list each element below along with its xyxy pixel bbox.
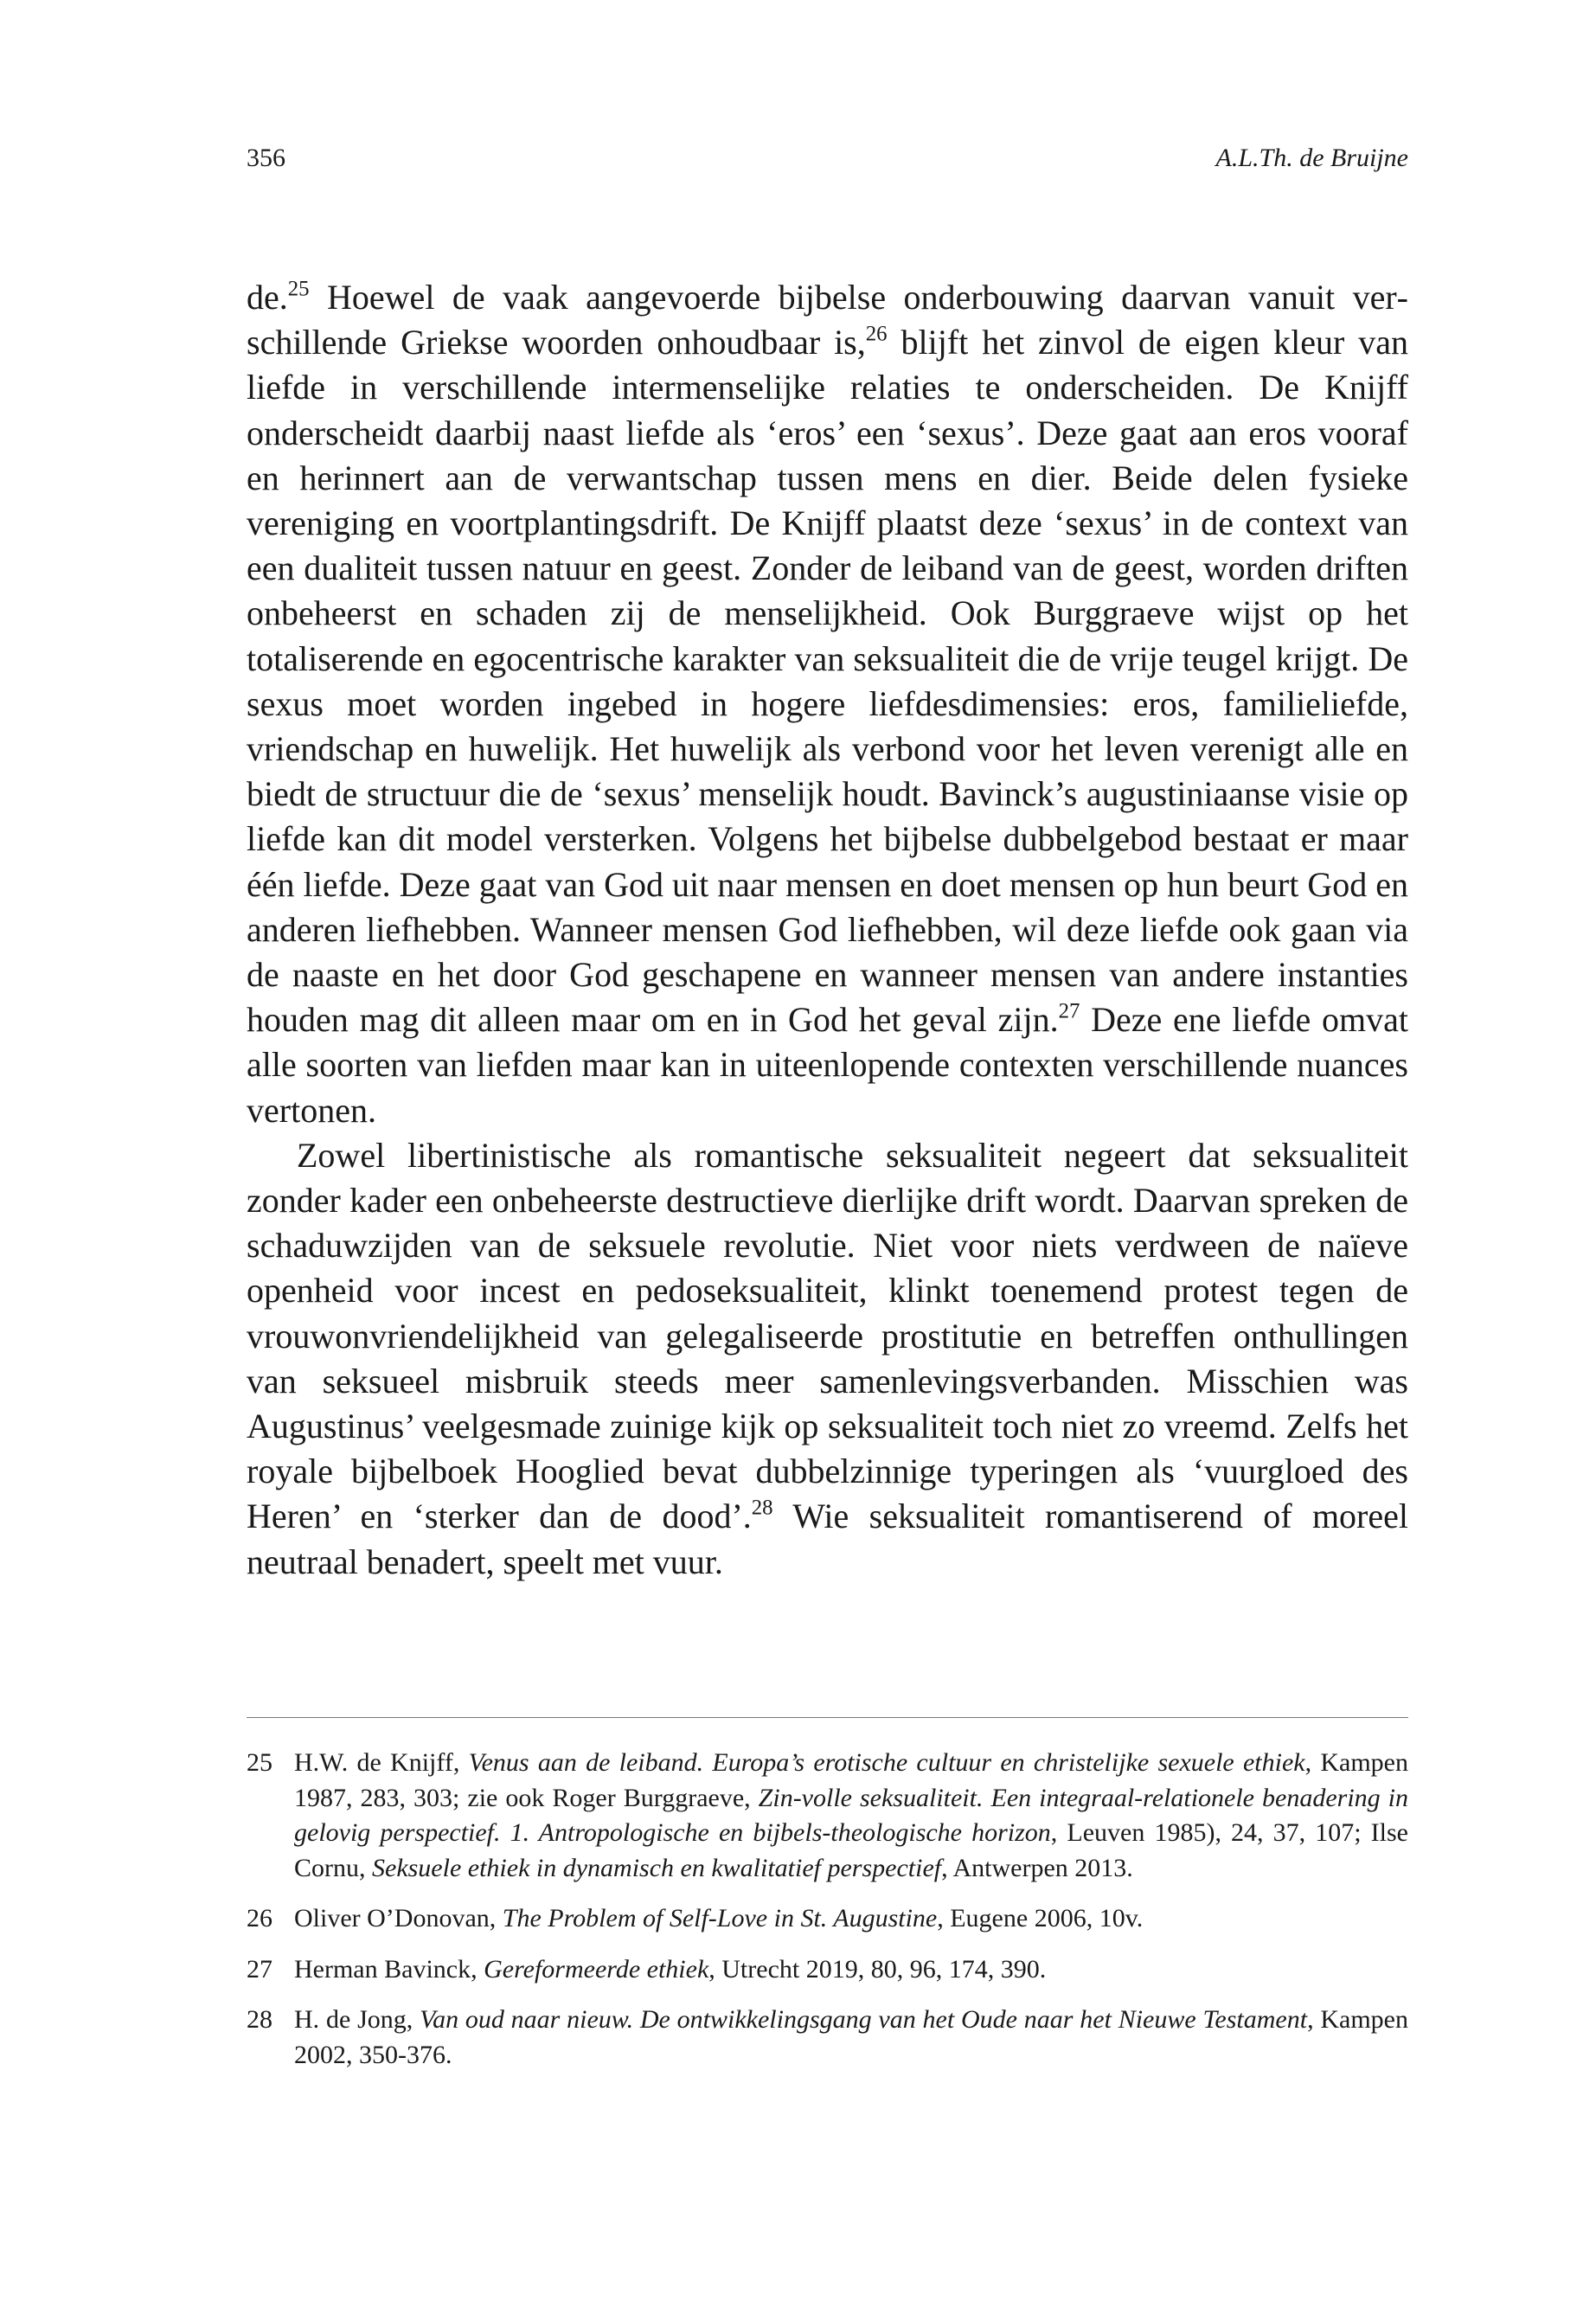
text-run: , Leuven 1985), 24, 37, 107; Ilse Cornu, — [294, 1818, 1408, 1882]
footnote-ref-27[interactable]: 27 — [1058, 999, 1080, 1023]
footnotes — [247, 1746, 1408, 2088]
text-run: Zowel libertinistische als romantische seksualiteit negeert dat seksualiteit zonder kader een onbeheerste destructieve dierlijke drift wordt. Daarvan spreken de schaduwzijden van de seksuele revolutie. Niet voor niets verdween de naïeve openheid voor incest en pedoseksualiteit, klinkt toenemend protest tegen de vrouwonvriendelijkheid van gelegaliseerde prostitutie en betreffen onthullingen van seksueel misbruik steeds meer samenlevingsverbanden. Misschien was Augustinus’ veelgesmade zuinige kijk op seksualiteit toch niet zo vreemd. Zelfs het royale bijbelboek Hooglied bevat dubbelzinnige typeringen als ‘vuurgloed des Heren’ en ‘sterker dan de dood’. — [247, 1135, 1408, 1536]
footnote-separator — [247, 1717, 1408, 1718]
main-text — [247, 275, 1408, 1585]
text-run: , Kampen 2002, 350-376. — [294, 2005, 1408, 2069]
book-title: Van oud naar nieuw. De ontwikkelingsgang van het Oude naar het Nieuwe Testament — [420, 2005, 1308, 2034]
running-head — [247, 137, 1408, 180]
text-run: , Eugene 2006, 10v. — [937, 1904, 1144, 1932]
book-title: Venus aan de leiband. Europa’s erotische cultuur en christelijke sexuele ethiek — [468, 1748, 1305, 1777]
footnote-ref-28[interactable]: 28 — [751, 1497, 773, 1521]
text-run: blijft het zinvol de eigen kleur van liefde in verschillende intermenselijke relaties te onderscheiden. De Knijff onderscheidt daarbij naast liefde als ‘eros’ een ‘sexus’. Deze gaat aan eros vooraf en herinnert aan de verwantschap tussen mens en dier. Beide delen fysieke vereniging en voortplantingsdrift. De Knijff plaatst deze ‘sexus’ in de context van een dualiteit tussen natuur en geest. Zonder de leiband van de geest, worden driften onbeheerst en schaden zij de menselijkheid. Ook Burggraeve wijst op het totaliserende en egocentrische karakter van seksualiteit die de vrije teugel krijgt. De sexus moet worden ingebed in hogere liefdesdimensies: eros, familieliefde, vriendschap en huwelijk. Het huwelijk als verbond voor het leven verenigt alle en biedt de structuur die de ‘sexus’ menselijk houdt. Bavinck’s augustiniaanse visie op liefde kan dit model versterken. Volgens het bijbelse dubbelgebod bestaat er maar één liefde. Deze gaat van God uit naar mensen en doet mensen op hun beurt God en anderen liefhebben. Wanneer mensen God liefhebben, wil deze liefde ook gaan via de naaste en het door God geschapene en wanneer mensen van andere instanties houden mag dit alleen maar om en in God het geval zijn. — [247, 323, 1409, 1040]
footnote-28 — [247, 2003, 1408, 2073]
text-run: , Utrecht 2019, 80, 96, 174, 390. — [708, 1954, 1047, 1984]
text-run: de. — [247, 278, 288, 317]
text-run: Herman Bavinck, — [294, 1954, 484, 1984]
text-run: H. de Jong, — [294, 2005, 420, 2034]
footnote-27 — [247, 1952, 1408, 1988]
book-title: Zin-volle seksualiteit. Een integraal-relationele benadering in gelovig perspectief. 1. Antropologische en bijbels-theologische horizon — [294, 1783, 1409, 1847]
text-run: Wie seksualiteit romantiserend of moreel neutraal benadert, speelt met vuur. — [247, 1497, 1408, 1581]
paragraph-2 — [247, 1133, 1408, 1585]
text-run: , Kampen 1987, 283, 303; zie ook Roger Burggraeve, — [294, 1748, 1408, 1812]
text-run: H.W. de Knijff, — [294, 1748, 469, 1777]
footnote-ref-26[interactable]: 26 — [865, 322, 888, 346]
footnote-number: 25 — [247, 1748, 272, 1777]
paragraph-1 — [247, 275, 1408, 1133]
footnote-25 — [247, 1746, 1408, 1886]
book-title: Gereformeerde ethiek — [484, 1954, 709, 1984]
book-title: Seksuele ethiek in dynamisch en kwalitatief perspectief — [372, 1853, 942, 1882]
book-title: The Problem of Self-Love in St. Augustine — [502, 1904, 938, 1932]
footnote-ref-25[interactable]: 25 — [287, 277, 310, 301]
page-number: 356 — [247, 144, 285, 172]
running-head-author: A.L.Th. de Bruijne — [1215, 144, 1408, 172]
text-run: Hoewel de vaak aangevoerde bijbelse onderbouwing daarvan vanuit verschillende Griekse woorden onhoudbaar is, — [247, 278, 1408, 362]
text-run: Oliver O’Donovan, — [294, 1904, 503, 1932]
footnote-number: 28 — [247, 2005, 272, 2034]
text-run: , Antwerpen 2013. — [941, 1853, 1133, 1882]
footnote-26 — [247, 1901, 1408, 1937]
text-run: Deze ene liefde omvat alle soorten van liefden maar kan in uiteenlopende contexten verschillende nuances vertonen. — [247, 1000, 1408, 1130]
footnote-number: 26 — [247, 1904, 272, 1932]
footnote-number: 27 — [247, 1954, 272, 1984]
